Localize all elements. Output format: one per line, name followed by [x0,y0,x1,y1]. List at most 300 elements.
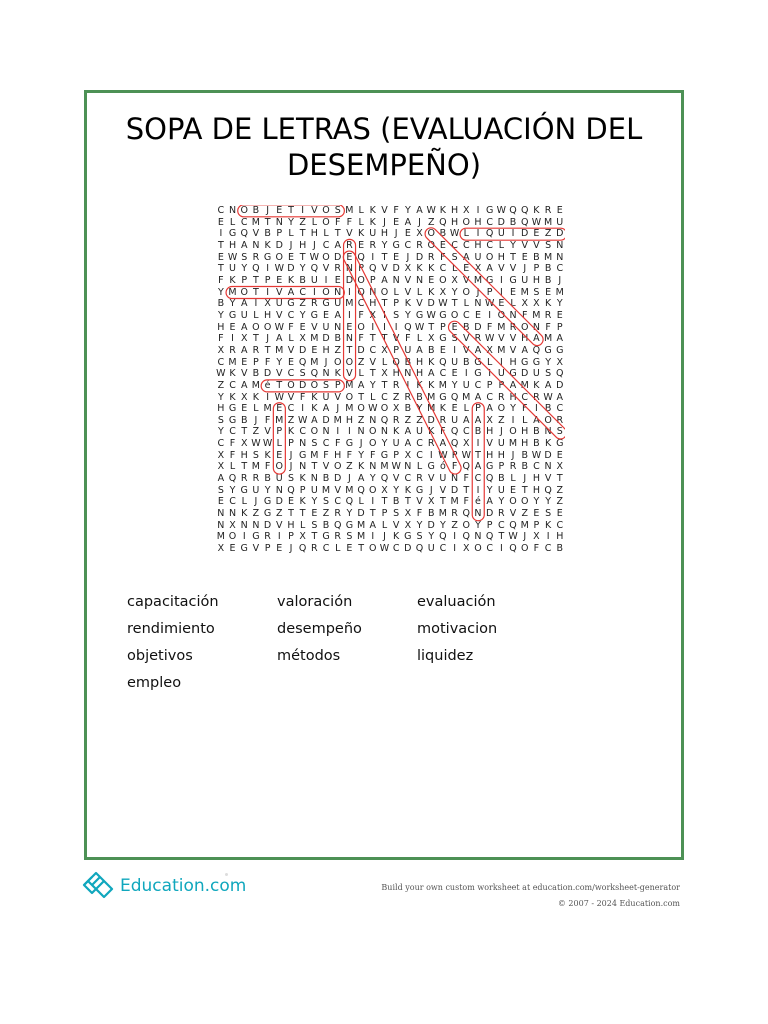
grid-letter: Y [451,379,458,391]
grid-letter: A [474,344,482,356]
grid-letter: V [252,543,260,555]
grid-letter: C [451,239,458,251]
grid-letter: I [371,321,375,333]
grid-letter: A [533,333,540,345]
grid-letter: O [357,321,365,333]
grid-letter: X [264,298,271,310]
grid-letter: Y [545,356,551,368]
grid-letter: G [240,484,248,496]
grid-letter: P [393,298,400,310]
grid-letter: Q [439,216,447,228]
grid-letter: H [474,239,482,251]
grid-letter: N [451,473,459,485]
grid-letter: Z [287,414,295,426]
grid-letter: D [427,298,435,310]
grid-letter: P [241,274,248,286]
grid-letter: L [300,519,306,531]
grid-letter: Y [428,531,435,543]
grid-letter: E [404,228,411,240]
grid-letter: B [252,205,260,216]
grid-letter: M [275,344,284,356]
grid-letter: Q [287,484,295,496]
grid-letter: X [486,414,493,426]
grid-letter: C [287,368,295,380]
grid-letter: Q [310,263,319,275]
grid-letter: E [229,543,236,555]
grid-letter: Z [357,356,365,368]
grid-letter: G [322,531,330,543]
grid-letter: Q [310,368,319,380]
grid-letter: A [439,438,447,450]
grid-letter: L [288,333,294,345]
grid-letter: I [371,531,375,543]
grid-letter: L [288,228,294,240]
grid-letter: C [217,356,225,368]
grid-letter: H [451,216,459,228]
grid-letter: L [510,473,516,485]
word-list-item: capacitación [127,594,219,610]
grid-letter: S [311,438,318,450]
grid-letter: J [266,205,269,216]
grid-letter: Z [544,228,552,240]
grid-letter: O [474,543,482,555]
grid-letter: G [556,438,564,450]
grid-letter: C [439,368,447,380]
grid-letter: H [497,251,505,263]
grid-letter: O [462,216,471,228]
grid-row [215,240,566,252]
grid-letter: M [321,484,331,496]
grid-letter: Z [404,414,412,426]
grid-letter: Z [556,484,564,496]
grid-letter: O [322,205,330,216]
grid-letter: A [357,473,365,485]
grid-letter: G [345,519,354,531]
grid-letter: Q [380,414,389,426]
grid-letter: T [521,484,528,496]
grid-letter: Y [381,239,388,251]
grid-letter: I [312,286,316,298]
grid-letter: Y [217,309,224,321]
grid-letter: U [392,438,400,450]
grid-letter: G [474,356,482,368]
grid-letter: H [217,403,225,415]
grid-letter: J [289,449,293,461]
grid-letter: V [276,286,283,298]
grid-letter: M [508,438,518,450]
grid-letter: U [310,274,318,286]
grid-letter: U [322,321,330,333]
grid-letter: V [509,344,517,356]
grid-letter: S [545,239,552,251]
grid-letter: P [498,461,505,473]
grid-letter: H [486,449,494,461]
grid-letter: X [217,449,225,461]
grid-letter: Q [380,473,389,485]
grid-letter: F [229,438,236,450]
grid-letter: O [345,356,354,368]
grid-letter: R [252,344,260,356]
grid-letter: M [310,449,319,461]
grid-letter: Z [276,508,283,520]
grid-letter: F [229,449,236,461]
grid-letter: N [334,321,342,333]
grid-letter: H [415,368,424,380]
grid-letter: S [556,426,563,438]
grid-letter: I [348,309,351,321]
grid-letter: M [532,309,541,321]
grid-letter: F [405,333,411,345]
grid-letter: P [393,344,400,356]
grid-letter: V [276,519,283,531]
grid-letter: C [416,438,423,450]
grid-letter: Q [520,205,529,216]
grid-letter: Z [498,414,505,426]
grid-letter: V [498,263,505,275]
grid-letter: N [310,473,318,485]
grid-letter: I [511,414,515,426]
grid-letter: B [404,403,412,415]
grid-letter: E [276,205,283,216]
grid-letter: H [287,519,295,531]
grid-letter: O [427,239,435,251]
grid-letter: U [462,379,470,391]
grid-letter: V [509,263,517,275]
grid-letter: Q [450,426,459,438]
grid-letter: N [404,368,412,380]
grid-letter: E [510,286,517,298]
grid-letter: N [544,426,552,438]
grid-letter: U [404,344,412,356]
grid-letter: Y [241,263,248,275]
grid-letter: Y [358,449,364,461]
grid-letter: Q [485,473,494,485]
grid-letter: O [462,286,471,298]
grid-letter: G [509,274,517,286]
grid-letter: Y [217,286,224,298]
grid-letter: C [462,239,470,251]
grid-letter: J [289,239,293,251]
grid-letter: P [276,228,283,240]
grid-letter: T [217,239,224,251]
grid-letter: S [217,484,224,496]
grid-letter: T [288,508,294,520]
grid-letter: R [498,508,505,520]
grid-letter: L [253,403,259,415]
grid-letter: M [520,519,529,531]
grid-letter: O [509,426,517,438]
grid-letter: D [521,368,529,380]
grid-letter: A [486,496,493,508]
grid-letter: O [485,251,494,263]
grid-row [215,380,566,392]
grid-letter: Q [404,321,412,333]
grid-letter: M [333,414,342,426]
grid-letter: N [275,216,283,228]
grid-letter: F [486,321,493,333]
grid-letter: D [275,239,283,251]
grid-letter: I [488,368,492,380]
grid-letter: G [392,239,400,251]
grid-letter: T [253,333,259,345]
grid-row [215,450,566,462]
grid-letter: B [544,274,552,286]
grid-letter: I [535,403,538,415]
word-list-item: rendimiento [127,621,215,637]
grid-letter: S [334,205,341,216]
grid-letter: U [497,368,505,380]
grid-letter: V [509,508,517,520]
grid-letter: N [252,519,260,531]
grid-letter: Q [333,519,342,531]
grid-letter: I [546,531,550,543]
grid-letter: R [439,414,447,426]
worksheet-title: SOPA DE LETRAS (EVALUACIÓN DEL DESEMPEÑO) [125,112,643,182]
grid-letter: T [369,508,376,520]
grid-letter: E [393,251,400,263]
grid-letter: K [287,274,295,286]
grid-letter: X [217,543,225,555]
grid-row [215,485,566,497]
grid-letter: V [276,368,283,380]
grid-letter: R [369,239,377,251]
grid-letter: L [498,239,504,251]
grid-row [215,298,566,310]
grid-letter: N [217,519,225,531]
grid-letter: R [392,414,400,426]
grid-letter: C [334,496,342,508]
grid-letter: S [346,531,353,543]
education-logo[interactable] [82,869,246,903]
grid-letter: D [497,216,505,228]
grid-letter: E [556,309,563,321]
grid-letter: C [322,438,330,450]
grid-letter: V [392,333,400,345]
grid-letter: U [451,356,459,368]
grid-letter: T [369,333,376,345]
grid-letter: D [556,379,564,391]
grid-letter: M [251,461,260,473]
grid-letter: I [406,379,410,391]
grid-letter: E [346,251,353,263]
grid-letter: K [428,356,435,368]
grid-letter: D [404,543,412,555]
grid-letter: E [276,449,283,461]
grid-letter: T [451,298,458,310]
grid-letter: T [264,216,271,228]
grid-letter: D [474,321,482,333]
grid-row [215,508,566,520]
grid-letter: C [462,426,470,438]
grid-letter: H [264,309,272,321]
grid-letter: S [545,368,552,380]
grid-letter: D [322,414,330,426]
grid-letter: K [357,461,365,473]
grid-letter: G [556,344,564,356]
grid-letter: X [299,531,306,543]
grid-letter: O [544,414,552,426]
grid-letter: V [334,391,341,403]
grid-letter: C [287,309,295,321]
grid-letter: B [556,543,564,555]
grid-letter: P [533,263,540,275]
grid-letter: J [289,461,293,473]
grid-letter: T [299,228,306,240]
grid-letter: V [287,344,295,356]
grid-letter: I [371,251,375,263]
decorative-dot [225,873,228,876]
grid-letter: R [240,473,248,485]
grid-letter: A [240,298,248,310]
grid-letter: R [451,508,458,520]
grid-letter: B [264,473,271,485]
grid-letter: E [287,496,294,508]
grid-letter: K [311,391,318,403]
grid-letter: R [311,298,318,310]
grid-letter: B [264,228,271,240]
grid-letter: X [416,228,423,240]
grid-letter: D [298,344,307,356]
grid-letter: J [558,274,562,286]
grid-letter: W [297,414,308,426]
grid-letter: H [509,356,517,368]
grid-letter: O [275,461,284,473]
grid-letter: H [380,228,389,240]
grid-letter: M [345,484,354,496]
grid-letter: M [427,403,436,415]
grid-letter: O [509,496,517,508]
grid-letter: G [404,531,412,543]
grid-row [215,287,566,299]
grid-letter: X [463,438,470,450]
grid-letter: C [392,543,400,555]
grid-letter: W [438,449,448,461]
grid-letter: M [310,333,319,345]
grid-letter: T [264,344,271,356]
grid-letter: K [544,519,552,531]
grid-letter: V [427,473,435,485]
grid-letter: O [322,251,330,263]
grid-letter: Y [369,379,376,391]
grid-letter: G [263,251,272,263]
grid-letter: S [311,519,318,531]
grid-letter: I [488,309,492,321]
grid-letter: X [240,333,248,345]
grid-letter: Z [252,508,260,520]
grid-letter: Q [520,216,529,228]
grid-letter: C [416,449,423,461]
grid-letter: O [520,496,529,508]
grid-letter: C [217,205,225,216]
grid-letter: F [288,321,294,333]
grid-letter: S [323,379,330,391]
grid-letter: G [427,461,435,473]
grid-letter: M [216,531,225,543]
grid-letter: D [357,344,365,356]
grid-letter: V [392,473,400,485]
grid-letter: X [404,449,412,461]
grid-letter: R [392,379,400,391]
grid-letter: Z [334,344,341,356]
grid-letter: P [498,379,505,391]
grid-row [215,217,566,229]
grid-letter: D [415,251,424,263]
grid-letter: B [544,403,552,415]
grid-letter: M [555,286,564,298]
grid-letter: Z [392,391,400,403]
grid-letter: L [463,403,469,415]
grid-letter: M [427,391,436,403]
grid-letter: E [463,263,470,275]
grid-letter: I [242,531,246,543]
grid-letter: D [275,496,283,508]
grid-letter: I [453,531,456,543]
grid-letter: N [556,251,564,263]
grid-letter: A [463,414,470,426]
grid-letter: D [345,274,354,286]
grid-letter: G [263,496,272,508]
grid-letter: V [509,333,517,345]
grid-letter: P [288,438,294,450]
grid-letter: D [485,508,494,520]
grid-letter: K [533,205,540,216]
grid-letter: V [311,321,318,333]
grid-letter: R [334,263,342,275]
grid-letter: P [299,484,306,496]
grid-letter: L [229,461,236,473]
grid-letter: H [228,239,237,251]
grid-letter: C [217,438,225,450]
grid-letter: A [240,379,248,391]
grid-letter: E [276,543,283,555]
grid-letter: Q [345,496,354,508]
grid-letter: N [404,461,412,473]
grid-letter: G [310,309,319,321]
grid-letter: X [533,531,540,543]
grid-letter: M [356,519,366,531]
grid-letter: G [322,298,330,310]
grid-letter: C [486,216,493,228]
grid-letter: E [358,239,365,251]
word-list-item: objetivos [127,648,193,664]
grid-letter: O [427,228,435,240]
grid-letter: V [287,391,295,403]
grid-letter: Q [544,484,552,496]
grid-letter: W [262,438,273,450]
grid-letter: X [463,205,470,216]
grid-letter: E [241,403,248,415]
grid-letter: O [497,403,506,415]
grid-letter: L [358,368,364,380]
grid-row [215,333,566,345]
grid-letter: N [474,508,482,520]
grid-letter: K [311,403,318,415]
grid-letter: R [264,531,271,543]
grid-letter: A [474,391,482,403]
grid-letter: V [392,519,400,531]
grid-letter: K [241,508,248,520]
grid-letter: N [474,531,482,543]
word-search-grid [215,205,565,555]
grid-letter: O [520,321,529,333]
grid-letter: G [228,414,237,426]
grid-letter: V [544,473,552,485]
grid-letter: F [218,274,224,286]
grid-letters [215,205,566,555]
grid-letter: N [474,298,482,310]
word-list-item: desempeño [277,621,362,637]
grid-letter: Y [416,403,423,415]
